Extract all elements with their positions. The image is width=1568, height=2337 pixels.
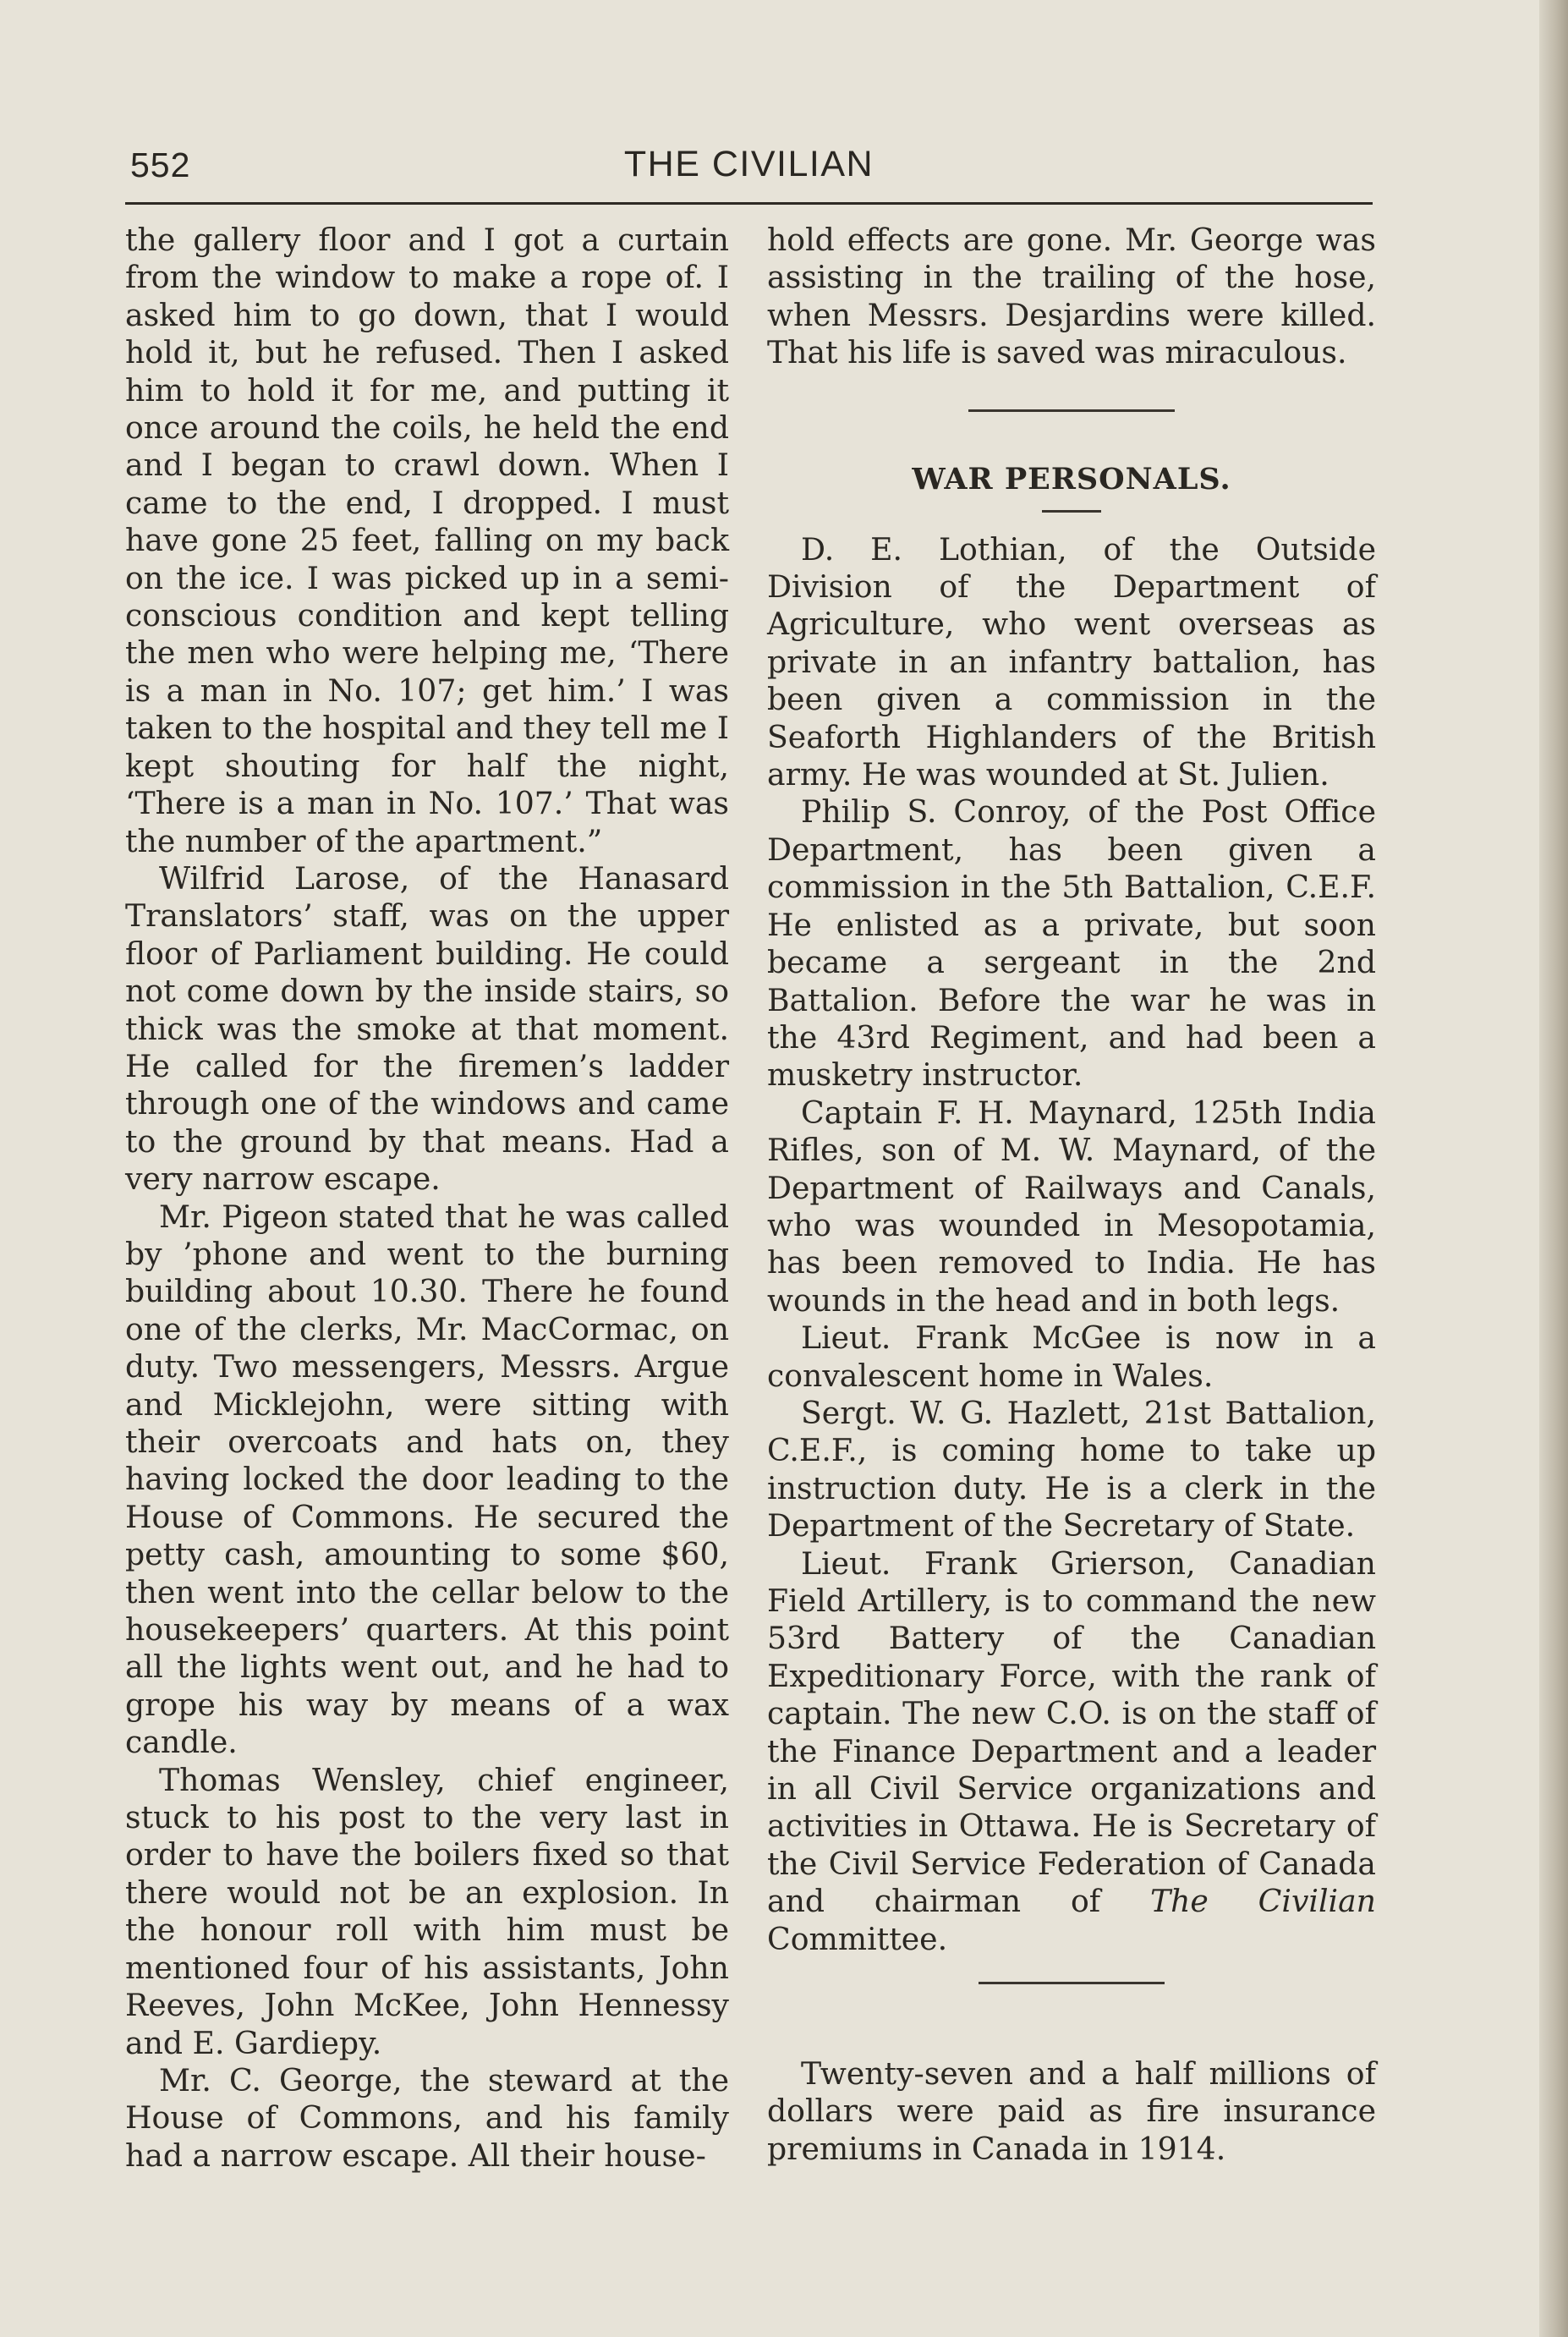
right-paragraph-7-end: Committee. bbox=[767, 1920, 948, 1957]
page-number: 552 bbox=[130, 145, 191, 184]
section-divider bbox=[968, 409, 1175, 412]
right-paragraph-1: hold effects are gone. Mr. George was assisting in the trailing of the hose, when Messrs. Desjardins were killed. That his life is saved was miraculous. bbox=[767, 222, 1376, 371]
right-paragraph-5: Lieut. Frank McGee is now in a convalescent home in Wales. bbox=[767, 1319, 1376, 1394]
right-paragraph-4: Captain F. H. Maynard, 125th India Rifles, son of M. W. Maynard, of the Department of Railways and Canals, who was wounded in Mesopotamia, has been removed to India. He has wounds in the head and in both legs. bbox=[767, 1094, 1376, 1319]
left-paragraph-5: Mr. C. George, the steward at the House of Commons, and his family had a narrow escape. All their house- bbox=[125, 2061, 729, 2174]
running-head bbox=[125, 142, 1373, 193]
right-column bbox=[767, 222, 1376, 2168]
left-paragraph-1: the gallery floor and I got a curtain from the window to make a rope of. I asked him to go down, that I would hold it, but he refused. Then I asked him to hold it for me, and putting it once around the coils, he held the end and I began to crawl down. When I came to the end, I dropped. I must have gone 25 feet, falling on my back on the ice. I was picked up in a semi-conscious condition and kept telling the men who were helping me, ‘There is a man in No. 107; get him.’ I was taken to the hospital and they tell me I kept shouting for half the night, ‘There is a man in No. 107.’ That was the number of the apartment.” bbox=[125, 222, 729, 859]
section-heading: WAR PERSONALS. bbox=[912, 461, 1231, 496]
right-paragraph-8: Twenty-seven and a half millions of dollars were paid as fire insurance premiums in Canada in 1914. bbox=[767, 2055, 1376, 2167]
publication-name: The Civilian bbox=[1149, 1883, 1376, 1920]
header-rule bbox=[125, 202, 1373, 205]
left-paragraph-2: Wilfrid Larose, of the Hanasard Translators’ staff, was on the upper floor of Parliament building. He could not come down by the inside stairs, so thick was the smoke at that moment. He called for the firemen’s ladder through one of the windows and came to the ground by that means. Had a very narrow escape. bbox=[125, 859, 729, 1198]
right-paragraph-3: Philip S. Conroy, of the Post Office Department, has been given a commission in the 5th Battalion, C.E.F. He enlisted as a private, but soon became a sergeant in the 2nd Battalion. Before the war he was in the 43rd Regiment, and had been a musketry instructor. bbox=[767, 793, 1376, 1094]
right-paragraph-2: D. E. Lothian, of the Outside Division of the Department of Agriculture, who went overseas as private in an infantry battalion, has been given a commission in the Seaforth Highlanders of the British army. He was wounded at St. Julien. bbox=[767, 530, 1376, 793]
right-paragraph-7-text: Lieut. Frank Grierson, Canadian Field Artillery, is to command the new 53rd Battery of the Canadian Expeditionary Force, with the rank of captain. The new C.O. is on the staff of the Finance Department and a leader in all Civil Service organizations and activities in Ottawa. He is Secretary of the Civil Service Federation of Canada and chairman of bbox=[767, 1544, 1376, 1920]
journal-title: THE CIVILIAN bbox=[623, 144, 874, 184]
left-column bbox=[125, 222, 729, 2175]
page-edge bbox=[1539, 0, 1568, 2337]
left-paragraph-3: Mr. Pigeon stated that he was called by ’phone and went to the burning building about 10.30. There he found one of the clerks, Mr. MacCormac, on duty. Two messengers, Messrs. Argue and Micklejohn, were sitting with their overcoats and hats on, they having locked the door leading to the House of Commons. He secured the petty cash, amounting to some $60, then went into the cellar below to the housekeepers’ quarters. At this point all the lights went out, and he had to grope his way by means of a wax candle. bbox=[125, 1198, 729, 1761]
closing-divider bbox=[979, 1982, 1165, 1984]
right-paragraph-7 bbox=[767, 1545, 1376, 1958]
right-paragraph-6: Sergt. W. G. Hazlett, 21st Battalion, C.E.F., is coming home to take up instruction duty. He is a clerk in the Department of the Secretary of State. bbox=[767, 1394, 1376, 1544]
heading-rule bbox=[1042, 510, 1101, 513]
left-paragraph-4: Thomas Wensley, chief engineer, stuck to his post to the very last in order to have the boilers fixed so that there would not be an explosion. In the honour roll with him must be mentioned four of his assistants, John Reeves, John McKee, John Hennessy and E. Gardiepy. bbox=[125, 1761, 729, 2061]
